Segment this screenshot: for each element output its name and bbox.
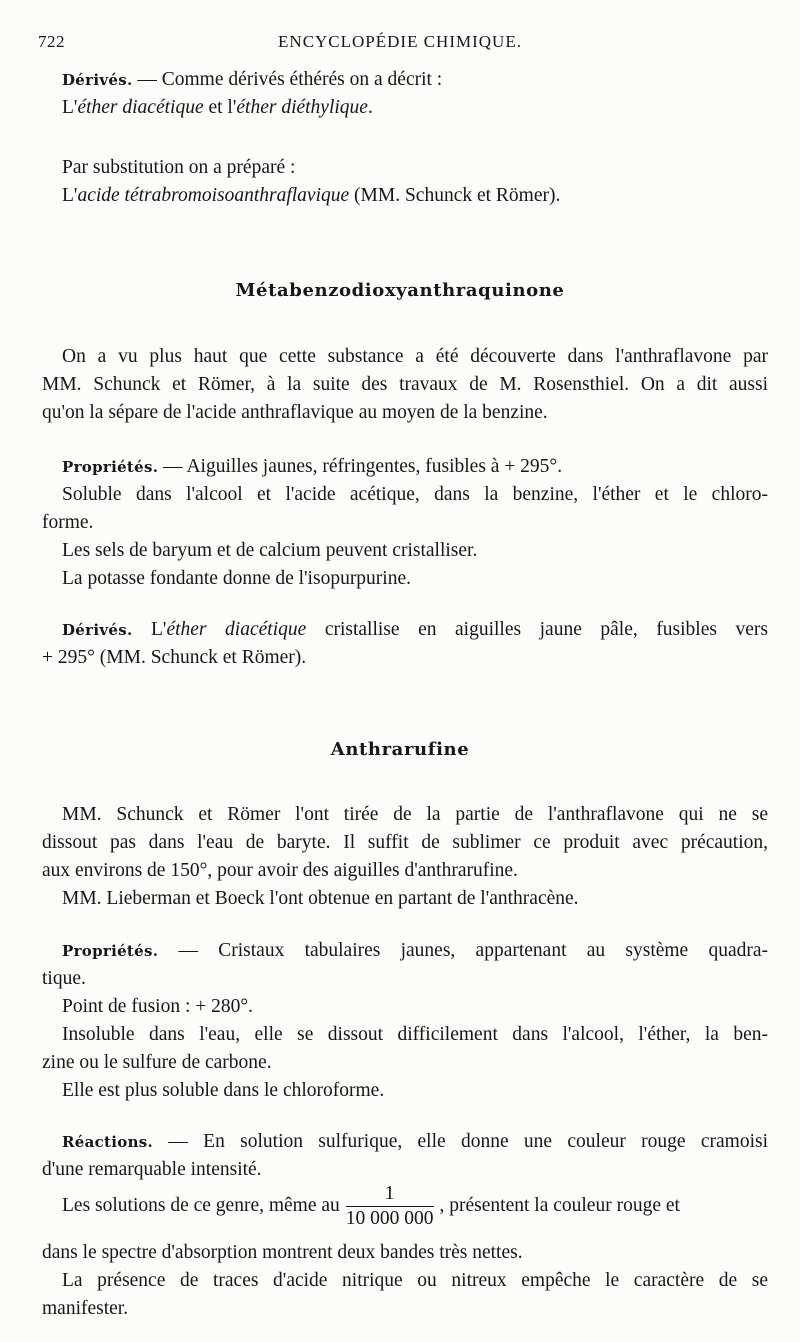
reactions-continued: dans le spectre d'absorption montrent deux bandes très nettes. La présence de traces d'acide nitrique ou nitreux empêche le caractère de se manifester. (42, 1242, 768, 1319)
page-header (38, 32, 762, 58)
derives-line: L'éther diacétique et l'éther diéthylique. (62, 97, 373, 118)
reactions-label: Réactions. (62, 1133, 154, 1151)
running-title: ENCYCLOPÉDIE CHIMIQUE. (278, 32, 522, 51)
dilution-fraction: $\frac{1}{10 000 000}$ (345, 1183, 434, 1229)
anthrarufine-intro: MM. Schunck et Römer l'ont tirée de la partie de l'anthraflavone qui ne se dissout pas dans l'eau de baryte. Il suffit de sublimer ce produit avec précaution, aux environs de 150°, pour avoir des aiguilles d'anthrarufine. MM. Lieberman et Boeck l'ont obtenue en partant de l'anthracène. (42, 804, 768, 909)
properties-label: Propriétés. (62, 942, 159, 960)
derives-paragraph (62, 66, 768, 122)
section-title-anthrarufine: Anthrarufine (330, 739, 470, 760)
substitution-line: L'acide tétrabromoisoanthraflavique (MM. Schunck et Römer). (62, 185, 561, 206)
properties-label: Propriétés. (62, 458, 159, 476)
intro-paragraph: On a vu plus haut que cette substance a été découverte dans l'anthraflavone par MM. Schunck et Römer, à la suite des travaux de M. Rosensthiel. On a dit aussi qu'on la sépare de l'acide anthraflavique au moyen de la benzine. (42, 346, 768, 423)
anthrarufine-reactions: Réactions. — En solution sulfurique, elle donne une couleur rouge cramoisi d'une remarquable intensité. (42, 1131, 768, 1180)
derivatives-paragraph: Dérivés. L'éther diacétique cristallise en aiguilles jaune pâle, fusibles vers + 295° (MM. Schunck et Römer). (42, 619, 768, 668)
anthrarufine-properties: Propriétés. — Cristaux tabulaires jaunes, appartenant au système quadra- tique. Point de fusion : + 280°. Insoluble dans l'eau, elle se dissout difficilement dans l'alcool, l'éther, la ben- zine ou le sulfure de carbone. Elle est plus soluble dans le chloroforme. (42, 940, 768, 1101)
derives-line: Dérivés. — Comme dérivés éthérés on a décrit : (62, 69, 443, 90)
page-number: 722 (38, 32, 65, 51)
derivatives-label: Dérivés. (62, 621, 133, 639)
properties-paragraph: Propriétés. — Aiguilles jaunes, réfringentes, fusibles à + 295°. Soluble dans l'alcool et l'acide acétique, dans la benzine, l'éther et le chloro- forme. Les sels de baryum et de calcium peuvent cristalliser. La potasse fondante donne de l'isopurpurine. (42, 456, 768, 589)
derives-label: Dérivés. (62, 71, 133, 89)
substitution-line: Par substitution on a préparé : (62, 157, 296, 178)
section-title-metabenzodioxyanthraquinone: Métabenzodioxyanthraquinone (235, 280, 565, 301)
dilution-line: Les solutions de ce genre, même au $\frac{1}{10 000 000}$ , présentent la couleur rouge et (62, 1183, 680, 1229)
substitution-paragraph (62, 154, 768, 210)
